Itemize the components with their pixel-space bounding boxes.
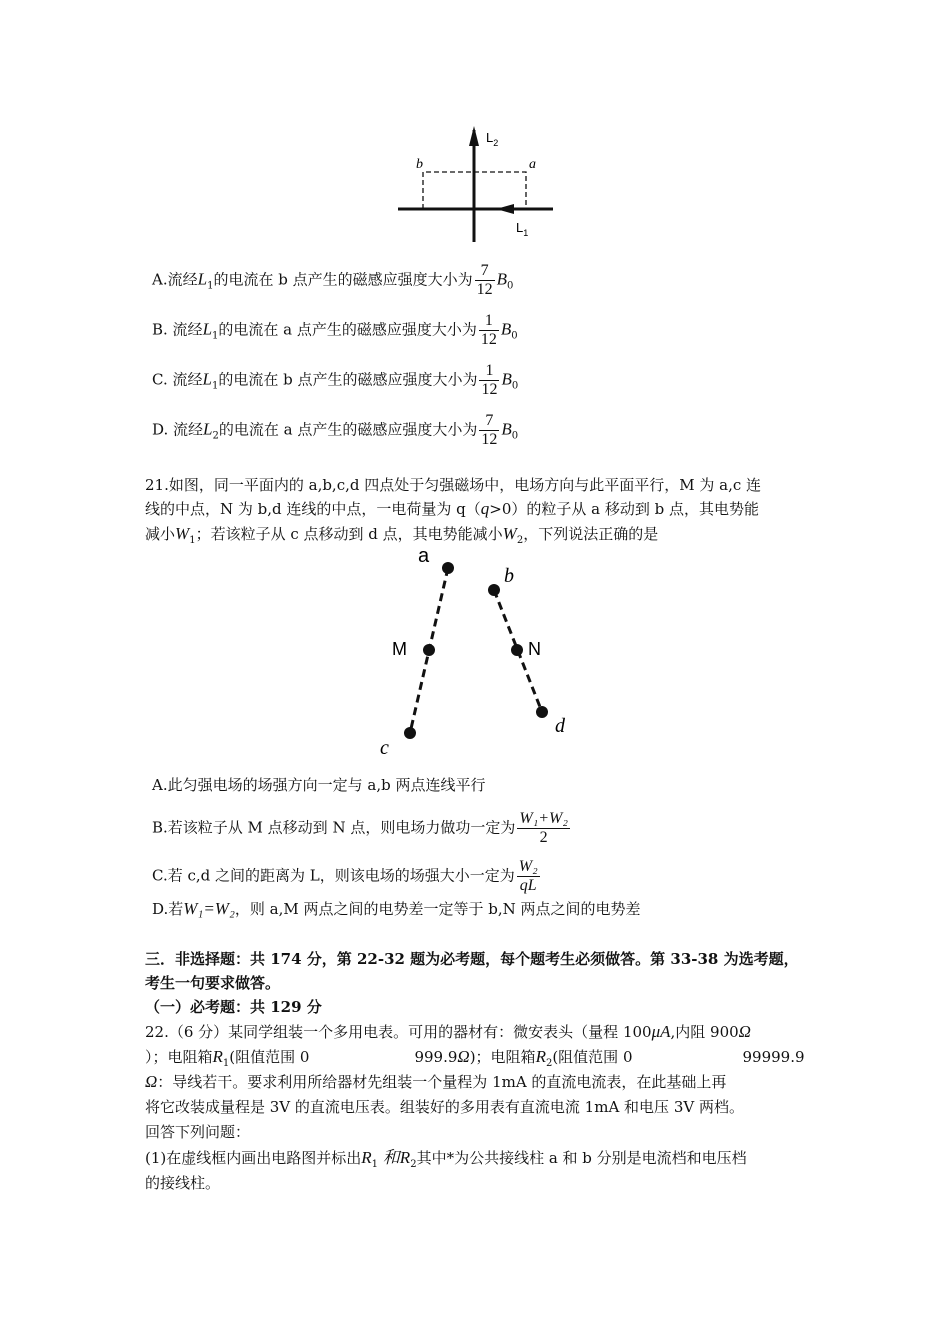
label-point-c: c	[380, 737, 389, 759]
q22-line-3: Ω：导线若干。要求利用所给器材先组装一个量程为 1mA 的直流电流表，在此基础上再	[145, 1072, 727, 1091]
point-n	[511, 644, 523, 656]
arrow-up-icon	[469, 126, 479, 146]
label-l1: $L_1$	[516, 220, 529, 238]
q22-line-1: 22.（6 分）某同学组装一个多用电表。可用的器材有：微安表头（量程 100μA,内阻 900Ω	[145, 1022, 751, 1041]
wire-diagram	[390, 120, 560, 250]
q21-option-d: D.若W₁=W₂，则 a,M 两点之间的电势差一定等于 b,N 两点之间的电势差	[152, 899, 641, 918]
label-point-m: M	[392, 639, 407, 659]
q21-option-c: C.若 c,d 之间的距离为 L，则该电场的场强大小一定为 $\frac{\text{W₂}}{qL}$	[152, 858, 538, 894]
q21-line-2: 线的中点，N 为 b,d 连线的中点，一电荷量为 q（q>0）的粒子从 a 移动到 b 点，其电势能	[145, 499, 760, 518]
label-point-d: d	[555, 715, 565, 737]
label-a: a	[529, 157, 536, 172]
section3-heading-line-1: 三．非选择题：共 174 分，第 22-32 题为必考题，每个题考生必须做答。第 33-38 为选考题，	[145, 950, 799, 968]
section3-subheading: （一）必考题：共 129 分	[145, 998, 322, 1016]
point-a	[442, 562, 454, 574]
section3-heading-line-2: 考生一句要求做答。	[145, 974, 281, 992]
q22-line-5: 回答下列问题：	[145, 1123, 251, 1141]
label-l2: $L_2$	[486, 130, 499, 148]
q21-line-1: 21.如图，同一平面内的 a,b,c,d 四点处于匀强磁场中，电场方向与此平面平行，M 为 a,c 连	[145, 476, 762, 494]
q22-line-2: ）；电阻箱$R_1$(阻值范围 0 999.9Ω)；电阻箱$R_2$(阻值范围 0 99999.9	[145, 1047, 805, 1069]
q22-line-7: 的接线柱。	[145, 1174, 221, 1192]
label-point-b: b	[504, 565, 514, 587]
label-point-a: a	[418, 545, 430, 567]
point-b	[488, 584, 500, 596]
point-d	[536, 706, 548, 718]
q20-option-a: A.流经$L_1$的电流在 b 点产生的磁感应强度大小为 $\frac{7}{12}$ $B_0$	[152, 262, 514, 298]
points-diagram	[370, 540, 590, 765]
label-b: b	[416, 157, 423, 172]
q20-option-b: B. 流经$L_1$的电流在 a 点产生的磁感应强度大小为 $\frac{1}{12}$ $B_0$	[152, 312, 518, 348]
q21-option-a: A.此匀强电场的场强方向一定与 a,b 两点连线平行	[152, 776, 486, 794]
q20-option-d: D. 流经$L_2$的电流在 a 点产生的磁感应强度大小为 $\frac{7}{12}$ $B_0$	[152, 412, 519, 448]
q22-line-6: (1)在虚线框内画出电路图并标出$R_1$ 和$R_2$其中*为公共接线柱 a 和 b 分别是电流档和电压档	[145, 1148, 747, 1170]
label-point-n: N	[528, 639, 541, 659]
q22-line-4: 将它改装成量程是 3V 的直流电压表。组装好的多用表有直流电流 1mA 和电压 3V 两档。	[145, 1098, 744, 1116]
arrow-left-icon	[496, 204, 514, 214]
q20-option-c: C. 流经$L_1$的电流在 b 点产生的磁感应强度大小为 $\frac{1}{12}$ $B_0$	[152, 362, 519, 398]
q21-line-3: 减小$W_1$；若该粒子从 c 点移动到 d 点，其电势能减小$W_2$，下列说法正确的是	[145, 524, 659, 546]
q21-option-b: B.若该粒子从 M 点移动到 N 点，则电场力做功一定为 $\frac{\text{W₁+W₂}}{2}$	[152, 810, 568, 846]
point-c	[404, 727, 416, 739]
point-m	[423, 644, 435, 656]
